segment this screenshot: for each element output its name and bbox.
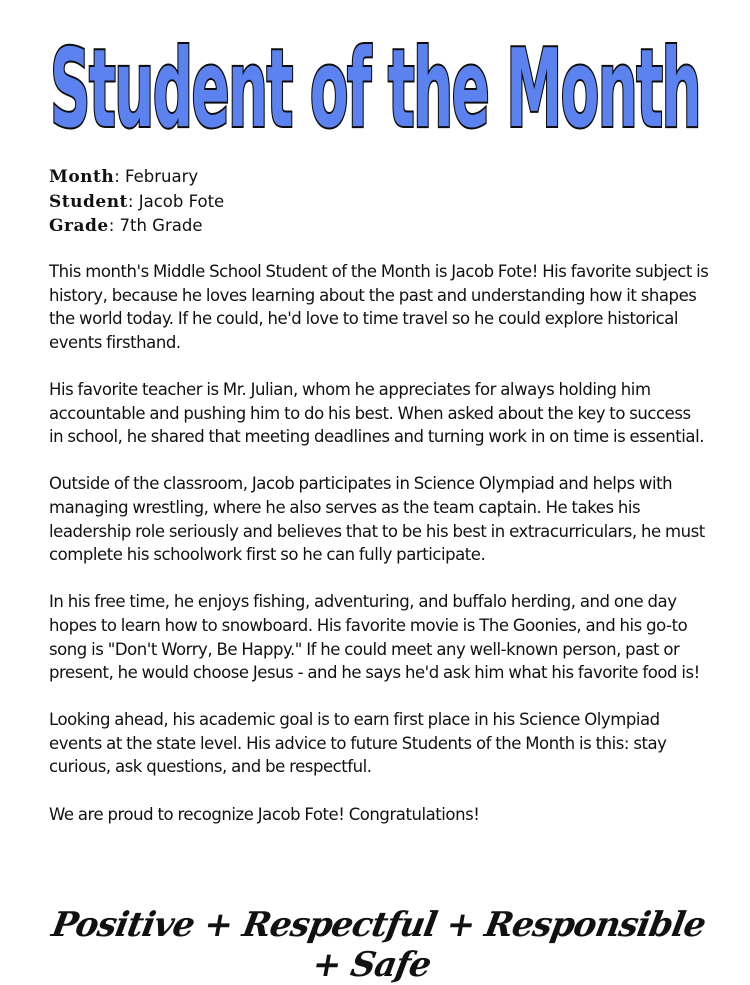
- student-value: : Jacob Fote: [127, 191, 225, 211]
- student-row: [49, 190, 709, 215]
- footer-motto: [40, 905, 710, 985]
- month-label: Month: [49, 167, 115, 187]
- student-label: Student: [49, 191, 128, 212]
- motto-text: Positive + Respectful + Responsible + Safe: [48, 905, 709, 985]
- paragraph-goals: Looking ahead, his academic goal is to earn first place in his Science Olympiad events at the state level. His advice to future Students of the Month is this: stay curious, ask questions, and be respectful.: [49, 710, 667, 777]
- month-value: : February: [114, 167, 199, 186]
- title-graphic: [40, 4, 710, 154]
- paragraph-closing: We are proud to recognize Jacob Fote! Congratulations!: [49, 804, 480, 824]
- grade-value: : 7th Grade: [108, 216, 203, 235]
- page-title: Student of the Month: [50, 27, 700, 152]
- student-info: [49, 165, 709, 239]
- grade-label: Grade: [49, 216, 109, 236]
- article-body: [49, 260, 709, 850]
- paragraph-intro: This month's Middle School Student of the Month is Jacob Fote! His favorite subject is history, because he loves learning about the past and understanding how it shapes the world today. If he could, he'd love to time travel so he could explore historical events firsthand.: [49, 262, 709, 352]
- grade-row: [49, 214, 709, 239]
- month-row: [49, 165, 709, 190]
- paragraph-free-time: In his free time, he enjoys fishing, adventuring, and buffalo herding, and one day hopes to learn how to snowboard. His favorite movie is The Goonies, and his go-to song is "Don't Worry, Be Happy." If he could meet any well-known person, past or present, he would choose Jesus - and he says he'd ask him what his favorite food is!: [49, 592, 700, 683]
- paragraph-teacher: His favorite teacher is Mr. Julian, whom he appreciates for always holding him accountable and pushing him to do his best. When asked about the key to success in school, he shared that meeting deadlines and turning work in on time is essential.: [49, 379, 705, 447]
- paragraph-activities: Outside of the classroom, Jacob participates in Science Olympiad and helps with managing wrestling, where he also serves as the team captain. He takes his leadership role seriously and believes that to be his best in extracurriculars, he must complete his schoolwork first so he can fully participate.: [49, 474, 705, 565]
- title-banner: [40, 4, 710, 154]
